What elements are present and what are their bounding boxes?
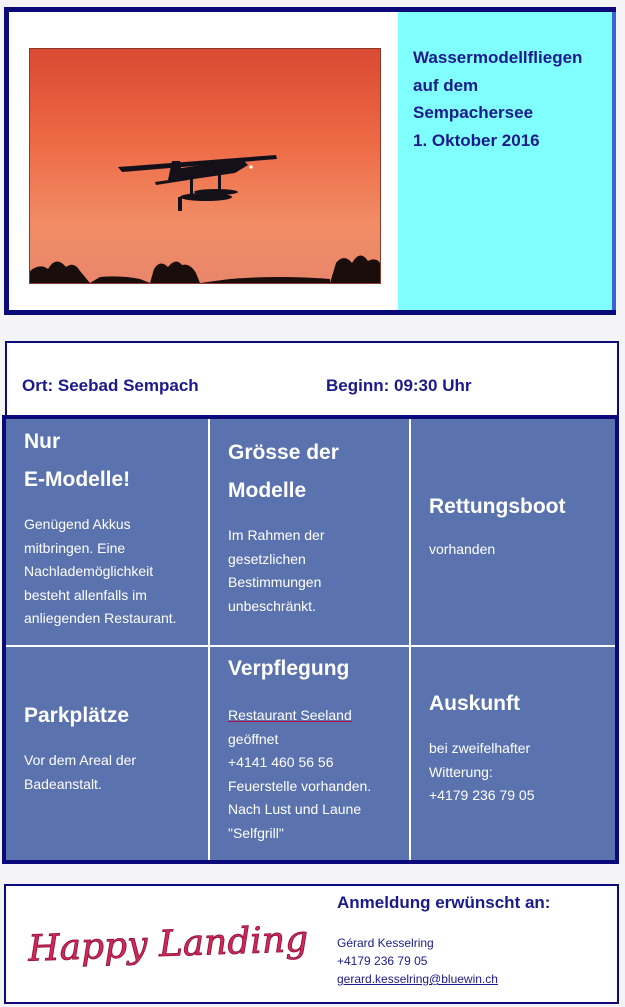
cell-text: besteht allenfalls im	[24, 586, 147, 603]
location-bar	[5, 341, 619, 417]
cell-heading: Auskunft	[429, 692, 520, 715]
cell-text: Im Rahmen der	[228, 527, 325, 543]
cell-text: geöffnet	[228, 730, 279, 747]
cell-text: anliegenden Restaurant.	[24, 610, 177, 626]
happy-landing-logo	[24, 912, 314, 974]
logo-text: Happy Landing	[27, 918, 309, 970]
registration-title: Anmeldung erwünscht an:	[337, 893, 551, 912]
cell-text: mitbringen. Eine	[24, 539, 126, 556]
event-title-line: Wassermodellfliegen	[413, 48, 583, 67]
cell-text: unbeschränkt.	[228, 597, 316, 614]
cell-body	[429, 538, 605, 562]
cell-heading: Rettungsboot	[429, 495, 566, 518]
cell-text: Bestimmungen	[228, 574, 322, 590]
grid-divider	[6, 645, 615, 647]
cell-text: Witterung:	[429, 763, 493, 780]
info-cell-parking	[6, 697, 208, 796]
restaurant-link[interactable]: Restaurant Seeland	[228, 707, 352, 723]
cell-heading: Verpflegung	[228, 657, 350, 680]
event-title-line: Sempachersee	[413, 103, 534, 122]
cell-heading: Nur	[24, 430, 61, 453]
cell-heading: E-Modelle!	[24, 468, 131, 491]
cell-text: Nach Lust und Laune	[228, 801, 362, 817]
cell-body	[24, 749, 198, 796]
info-grid	[2, 415, 619, 864]
header-banner	[4, 7, 616, 315]
cell-text: bei zweifelhafter	[429, 740, 531, 756]
event-title-panel	[398, 12, 616, 310]
location-text: Ort: Seebad Sempach	[22, 376, 199, 395]
info-cell-electric-models	[6, 423, 208, 631]
event-title-line: auf dem	[413, 75, 479, 95]
cell-heading: Parkplätze	[24, 704, 130, 727]
cell-body	[228, 524, 399, 618]
cell-text: Feuerstelle vorhanden.	[228, 777, 372, 794]
cell-text: +4179 236 79 05	[429, 787, 535, 803]
cell-text: Vor dem Areal der	[24, 752, 137, 768]
registration-footer	[4, 884, 619, 1004]
cell-heading: Grösse der	[228, 441, 339, 464]
seaplane-photo	[29, 48, 381, 284]
contact-block	[337, 934, 498, 988]
cell-text: "Selfgrill"	[228, 824, 284, 841]
contact-name: Gérard Kesselring	[337, 936, 434, 950]
info-cell-information	[411, 685, 615, 808]
info-cell-catering	[210, 650, 409, 845]
cell-body	[429, 737, 605, 808]
cell-body	[228, 704, 399, 845]
cell-text: Badeanstalt.	[24, 775, 102, 792]
info-cell-model-size	[210, 434, 409, 618]
cell-body	[24, 513, 198, 631]
start-time-text: Beginn: 09:30 Uhr	[326, 376, 472, 395]
contact-phone: +4179 236 79 05	[337, 954, 428, 968]
cell-text: vorhanden	[429, 541, 496, 557]
cell-text: +4141 460 56 56	[228, 754, 334, 770]
cell-text: Nachlademöglichkeit	[24, 563, 154, 579]
cell-heading: Modelle	[228, 479, 307, 502]
cell-text: gesetzlichen	[228, 550, 306, 567]
info-cell-rescue-boat	[411, 488, 615, 562]
cell-text: Genügend Akkus	[24, 516, 131, 532]
event-date: 1. Oktober 2016	[413, 130, 540, 150]
contact-email-link[interactable]: gerard.kesselring@bluewin.ch	[337, 972, 498, 986]
